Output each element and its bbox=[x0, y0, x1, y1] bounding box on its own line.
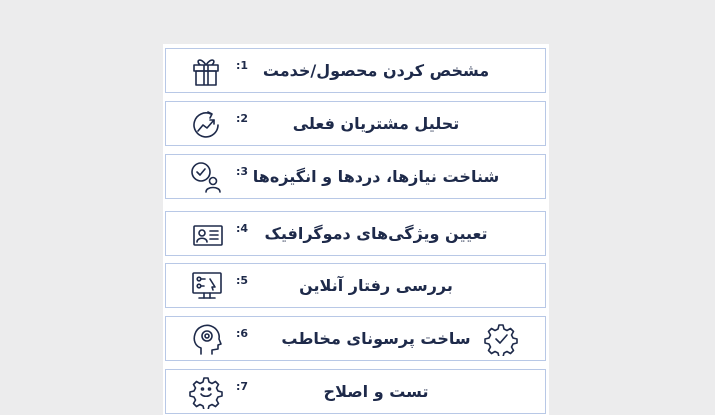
step-title: شناخت نیازها، دردها و انگیزه‌ها bbox=[252, 167, 500, 186]
smile-gear-icon bbox=[189, 375, 223, 409]
step-number: :2 bbox=[236, 112, 249, 125]
step-number: :6 bbox=[236, 327, 249, 340]
step-1 bbox=[165, 48, 546, 93]
id-card-icon bbox=[191, 218, 225, 252]
step-number: :5 bbox=[236, 274, 249, 287]
gift-icon bbox=[189, 54, 223, 88]
step-2 bbox=[165, 101, 546, 146]
user-check-icon bbox=[189, 160, 223, 194]
step-title: مشخص کردن محصول/خدمت bbox=[262, 61, 490, 80]
step-number: :1 bbox=[236, 59, 249, 72]
step-number: :7 bbox=[236, 380, 249, 393]
step-title: بررسی رفتار آنلاین bbox=[299, 276, 453, 295]
gear-check-icon bbox=[484, 322, 518, 356]
step-title: تست و اصلاح bbox=[323, 382, 429, 401]
head-gear-icon bbox=[189, 322, 223, 356]
step-title: تحلیل مشتریان فعلی bbox=[292, 114, 460, 133]
step-6 bbox=[165, 316, 546, 361]
growth-chart-icon bbox=[189, 108, 223, 142]
step-title: ساخت پرسونای مخاطب bbox=[281, 329, 471, 348]
step-title: تعیین ویژگی‌های دموگرافیک bbox=[264, 224, 488, 243]
step-number: :3 bbox=[236, 165, 249, 178]
step-4 bbox=[165, 211, 546, 256]
step-3 bbox=[165, 154, 546, 199]
monitor-icon bbox=[190, 269, 224, 303]
step-5 bbox=[165, 263, 546, 308]
step-number: :4 bbox=[236, 222, 249, 235]
step-7 bbox=[165, 369, 546, 414]
